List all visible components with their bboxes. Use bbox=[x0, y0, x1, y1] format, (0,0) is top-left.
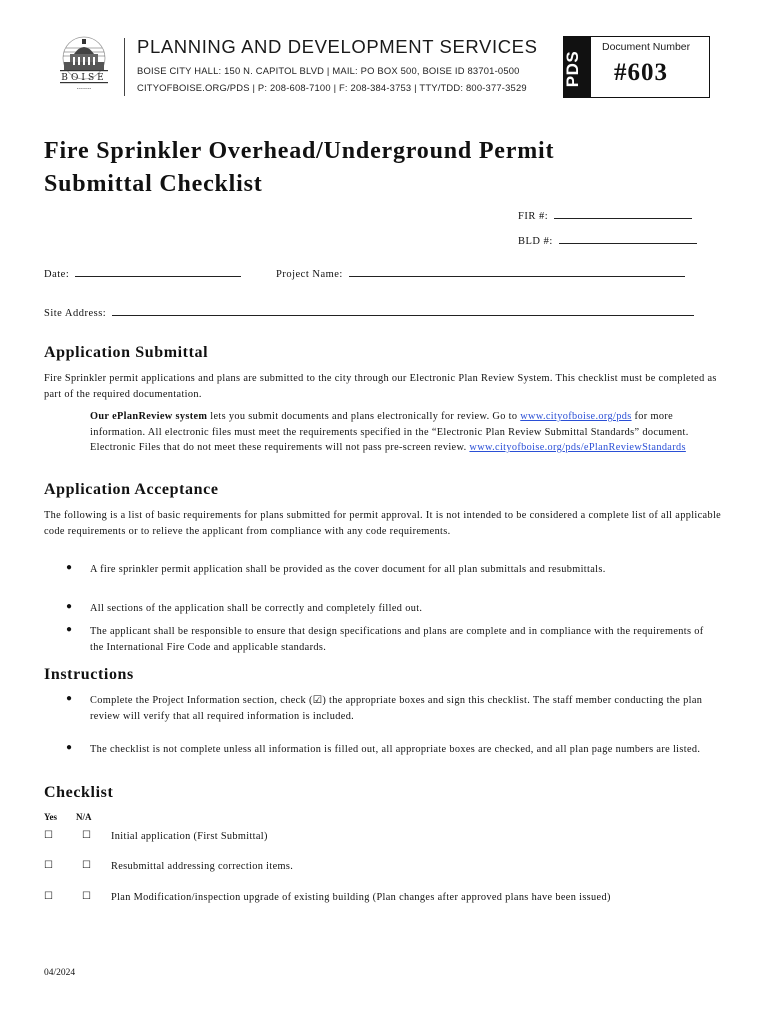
bld-label: BLD #: bbox=[518, 236, 553, 247]
header-divider bbox=[124, 38, 125, 96]
item-2-yes-checkbox[interactable]: ☐ bbox=[44, 860, 53, 871]
fir-label: FIR #: bbox=[518, 211, 549, 222]
item-1-na-checkbox[interactable]: ☐ bbox=[82, 830, 91, 841]
boise-logo bbox=[52, 36, 116, 100]
bullet-dot: ● bbox=[66, 693, 73, 704]
instructions-bullet-text: The checklist is not complete unless all information is filled out, all appropriate boxes are checked, and all plan page numbers are listed. bbox=[90, 744, 701, 755]
bullet-dot: ● bbox=[66, 624, 73, 635]
project-name-field bbox=[276, 266, 685, 280]
col-yes-label: Yes bbox=[44, 812, 57, 822]
document-number-label: Document Number bbox=[602, 41, 691, 53]
eplan-standards-link[interactable]: www.cityofboise.org/pds/ePlanReviewStandards bbox=[469, 442, 686, 453]
org-contact: CITYOFBOISE.ORG/PDS | P: 208-608-7100 | F: 208-384-3753 | TTY/TDD: 800-377-3529 bbox=[137, 82, 527, 93]
bullet-dot: ● bbox=[66, 742, 73, 753]
acceptance-bullet-text: The applicant shall be responsible to ensure that design specifications and plans are complete and in compliance with the requirements of the International Fire Code and applicable standards. bbox=[90, 626, 704, 653]
fir-input[interactable] bbox=[554, 208, 692, 219]
item-3-na-checkbox[interactable]: ☐ bbox=[82, 891, 91, 902]
checklist-item-3: Plan Modification/inspection upgrade of existing building (Plan changes after approved plans have been issued) bbox=[111, 892, 611, 903]
application-acceptance-intro: The following is a list of basic requirements for plans submitted for permit approval. It is not intended to be considered a complete list of all applicable code requirements or to relieve the applicant from compliance with any code requirements. bbox=[44, 510, 722, 537]
pds-label: PDS bbox=[563, 50, 583, 88]
checklist-heading: Checklist bbox=[44, 784, 114, 801]
title-line-1: Fire Sprinkler Overhead/Underground Permit bbox=[44, 138, 555, 164]
site-address-field bbox=[44, 305, 694, 319]
fir-field bbox=[518, 208, 692, 222]
date-field bbox=[44, 266, 241, 280]
project-name-input[interactable] bbox=[349, 266, 685, 277]
application-submittal-intro: Fire Sprinkler permit applications and plans are submitted to the city through our Electronic Plan Review System. This checklist must be completed as part of the required documentation. bbox=[44, 373, 717, 400]
item-3-yes-checkbox[interactable]: ☐ bbox=[44, 891, 53, 902]
acceptance-bullet-text: All sections of the application shall be correctly and completely filled out. bbox=[90, 603, 423, 614]
eplanreview-text-2: for more information. All electronic files must meet the requirements specified in the “Electronic Plan Review Submittal Standards” document. Electronic Files that do not meet these requirements will not pass pre-screen review. bbox=[90, 411, 689, 453]
pds-link[interactable]: www.cityofboise.org/pds bbox=[520, 411, 632, 422]
bld-input[interactable] bbox=[559, 233, 697, 244]
eplanreview-bold: Our ePlanReview system bbox=[90, 411, 208, 422]
site-address-input[interactable] bbox=[112, 305, 694, 316]
bullet-dot: ● bbox=[66, 562, 73, 573]
document-number-box bbox=[563, 36, 710, 98]
eplanreview-text-1: lets you submit documents and plans electronically for review. Go to bbox=[207, 411, 521, 422]
bullet-dot: ● bbox=[66, 601, 73, 612]
pds-strip bbox=[564, 37, 591, 97]
document-number: #603 bbox=[614, 59, 668, 86]
svg-text:•••••••: ••••••• bbox=[76, 87, 92, 91]
logo-text: BOISE bbox=[61, 73, 107, 83]
date-input[interactable] bbox=[75, 266, 241, 277]
footer-date: 04/2024 bbox=[44, 968, 76, 978]
checklist-item-1: Initial application (First Submittal) bbox=[111, 831, 268, 842]
bld-field bbox=[518, 233, 697, 247]
application-submittal-heading: Application Submittal bbox=[44, 344, 209, 361]
project-name-label: Project Name: bbox=[276, 269, 343, 280]
item-1-yes-checkbox[interactable]: ☐ bbox=[44, 830, 53, 841]
application-acceptance-heading: Application Acceptance bbox=[44, 481, 219, 498]
site-address-label: Site Address: bbox=[44, 308, 107, 319]
col-na-label: N/A bbox=[76, 812, 92, 822]
checklist-item-2: Resubmittal addressing correction items. bbox=[111, 861, 294, 872]
eplanreview-note bbox=[90, 409, 724, 456]
date-label: Date: bbox=[44, 269, 70, 280]
page-title bbox=[44, 135, 554, 201]
org-title: PLANNING AND DEVELOPMENT SERVICES bbox=[137, 36, 538, 57]
item-2-na-checkbox[interactable]: ☐ bbox=[82, 860, 91, 871]
instructions-heading: Instructions bbox=[44, 666, 134, 683]
instructions-bullet-text: Complete the Project Information section, check (☑) the appropriate boxes and sign this checklist. The staff member conducting the plan review will verify that all required information is included. bbox=[90, 695, 703, 722]
acceptance-bullet-text: A fire sprinkler permit application shall be provided as the cover document for all plan submittals and resubmittals. bbox=[90, 564, 606, 575]
title-line-2: Submittal Checklist bbox=[44, 171, 263, 197]
org-address: BOISE CITY HALL: 150 N. CAPITOL BLVD | MAIL: PO BOX 500, BOISE ID 83701-0500 bbox=[137, 65, 520, 76]
